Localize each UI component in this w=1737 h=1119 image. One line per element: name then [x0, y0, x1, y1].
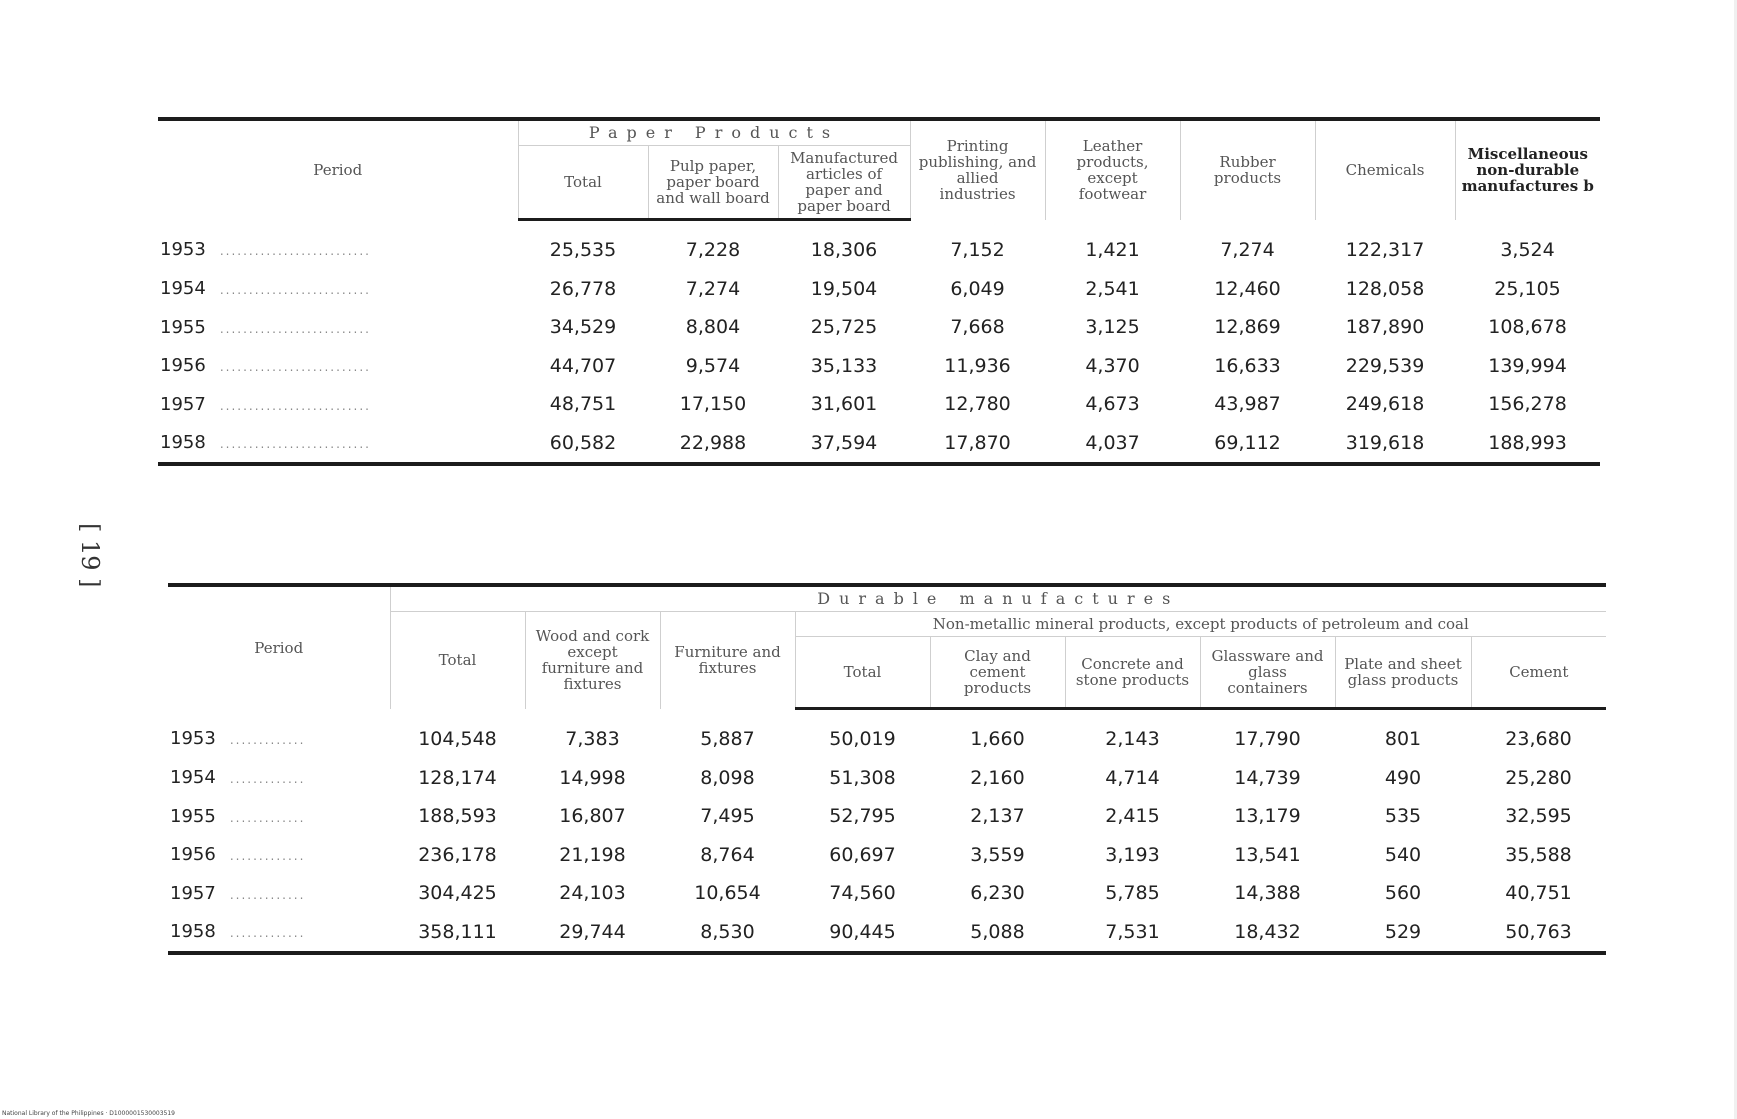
value-cell: 25,535 [549, 239, 617, 262]
period-cell [168, 913, 390, 952]
page-number: [ 19 ] [76, 523, 104, 588]
value-cell: 34,529 [549, 316, 617, 339]
value-cell: 25,725 [810, 316, 878, 339]
leader-dots: .......................... [219, 398, 371, 413]
value-cell: 540 [1384, 843, 1422, 866]
value-cell: 23,680 [1505, 728, 1572, 751]
value-cell: 24,103 [559, 882, 626, 905]
value-cell: 9,574 [685, 354, 741, 377]
value-cell: 2,541 [1085, 277, 1140, 300]
value-cell: 8,804 [685, 316, 741, 339]
value-cell: 7,531 [1105, 920, 1160, 943]
period-value: 1955 [160, 316, 206, 338]
nonmetallic-total-header: Total [795, 637, 930, 709]
period-cell [168, 874, 390, 913]
value-cell: 187,890 [1345, 316, 1425, 339]
value-cell: 32,595 [1505, 805, 1572, 828]
durable-table-body [168, 709, 1606, 952]
leader-dots: ............. [229, 772, 306, 787]
value-cell: 358,111 [418, 920, 497, 943]
value-cell: 21,198 [559, 843, 626, 866]
value-cell: 108,678 [1488, 316, 1567, 339]
value-cell: 188,593 [418, 805, 497, 828]
value-cell: 13,541 [1234, 843, 1301, 866]
value-cell: 18,306 [810, 239, 878, 262]
table-row [158, 270, 1600, 309]
period-cell [158, 424, 518, 463]
value-cell: 60,582 [549, 431, 617, 454]
value-cell: 18,432 [1234, 920, 1301, 943]
table-row [158, 220, 1600, 270]
table-row [168, 797, 1606, 836]
period-cell [158, 270, 518, 309]
period-header: Period [254, 638, 304, 657]
rubber-header: Rubber products [1180, 121, 1315, 220]
value-cell: 90,445 [829, 920, 896, 943]
wood-header: Wood and cork except furniture and fixtures [525, 612, 660, 709]
period-cell [158, 385, 518, 424]
value-cell: 2,137 [970, 805, 1025, 828]
value-cell: 7,228 [685, 239, 741, 262]
printing-header: Printing publishing, and allied industries [910, 121, 1045, 220]
value-cell: 8,764 [700, 843, 755, 866]
value-cell: 4,714 [1105, 766, 1160, 789]
value-cell: 10,654 [694, 882, 761, 905]
table-row [158, 308, 1600, 347]
period-value: 1954 [160, 278, 206, 300]
value-cell: 560 [1384, 882, 1422, 905]
value-cell: 5,785 [1105, 882, 1160, 905]
value-cell: 69,112 [1214, 431, 1281, 454]
period-value: 1958 [170, 921, 216, 943]
value-cell: 12,869 [1214, 316, 1281, 339]
value-cell: 40,751 [1505, 882, 1572, 905]
furniture-header: Furniture and fixtures [660, 612, 795, 709]
value-cell: 35,588 [1505, 843, 1572, 866]
clay-header: Clay and cement products [930, 637, 1065, 709]
value-cell: 122,317 [1345, 238, 1425, 261]
value-cell: 17,870 [944, 431, 1011, 454]
value-cell: 128,174 [418, 766, 497, 789]
value-cell: 2,415 [1105, 805, 1160, 828]
table-row [168, 759, 1606, 798]
value-cell: 35,133 [810, 354, 878, 377]
durable-total-header: Total [390, 612, 525, 709]
period-cell [168, 709, 390, 759]
nonmetallic-header: Non-metallic mineral products, except products of petroleum and coal [795, 612, 1606, 637]
table-row [158, 385, 1600, 424]
table-row [158, 424, 1600, 463]
value-cell: 4,370 [1085, 354, 1140, 377]
value-cell: 7,383 [565, 727, 620, 750]
leader-dots: ............. [229, 849, 306, 864]
value-cell: 22,988 [679, 431, 747, 454]
period-cell [158, 220, 518, 270]
value-cell: 7,668 [950, 316, 1005, 339]
value-cell: 7,274 [1220, 238, 1275, 261]
value-cell: 52,795 [829, 805, 896, 828]
value-cell: 128,058 [1345, 277, 1425, 300]
leather-header: Leather products, except footwear [1045, 121, 1180, 220]
value-cell: 43,987 [1214, 393, 1281, 416]
value-cell: 50,019 [829, 728, 896, 751]
plate-glass-header: Plate and sheet glass products [1335, 637, 1471, 709]
chemicals-header: Chemicals [1315, 121, 1455, 220]
period-value: 1955 [170, 805, 216, 827]
value-cell: 529 [1384, 920, 1422, 943]
durable-manufactures-header: Durable manufactures [390, 587, 1606, 612]
table-row [168, 836, 1606, 875]
period-value: 1953 [170, 728, 216, 749]
value-cell: 304,425 [418, 882, 497, 905]
leader-dots: ............. [229, 810, 306, 825]
value-cell: 8,530 [700, 920, 755, 943]
cement-header: Cement [1471, 637, 1606, 709]
leader-dots: .......................... [219, 283, 371, 298]
leader-dots: .......................... [219, 437, 371, 452]
value-cell: 74,560 [829, 882, 896, 905]
leader-dots: ............. [229, 887, 306, 902]
table-row [168, 709, 1606, 759]
footer-credit: National Library of the Philippines · D1000001530003519 [2, 1110, 175, 1117]
value-cell: 44,707 [549, 354, 617, 377]
value-cell: 319,618 [1345, 431, 1425, 454]
value-cell: 7,152 [950, 238, 1005, 261]
value-cell: 236,178 [418, 843, 497, 866]
value-cell: 17,150 [679, 393, 747, 416]
value-cell: 188,993 [1488, 431, 1567, 454]
glassware-header: Glassware and glass containers [1200, 637, 1335, 709]
period-value: 1954 [170, 767, 216, 789]
value-cell: 19,504 [810, 277, 878, 300]
value-cell: 2,143 [1105, 728, 1160, 751]
value-cell: 3,193 [1105, 843, 1160, 866]
period-cell [158, 308, 518, 347]
period-value: 1958 [160, 432, 206, 454]
value-cell: 14,388 [1234, 882, 1301, 905]
value-cell: 6,049 [950, 277, 1005, 300]
value-cell: 3,524 [1500, 238, 1555, 261]
leader-dots: .......................... [219, 360, 371, 375]
pulp-paper-header: Pulp paper, paper board and wall board [648, 146, 778, 220]
leader-dots: .......................... [219, 321, 371, 336]
value-cell: 6,230 [970, 882, 1025, 905]
value-cell: 2,160 [970, 766, 1025, 789]
value-cell: 12,460 [1214, 277, 1281, 300]
period-value: 1953 [160, 239, 206, 260]
value-cell: 8,098 [700, 766, 755, 789]
durable-table [168, 583, 1606, 955]
value-cell: 50,763 [1505, 920, 1572, 943]
value-cell: 16,633 [1214, 354, 1281, 377]
value-cell: 17,790 [1234, 728, 1301, 751]
value-cell: 25,105 [1494, 277, 1561, 300]
value-cell: 3,559 [970, 843, 1025, 866]
period-cell [168, 836, 390, 875]
period-cell [168, 797, 390, 836]
value-cell: 37,594 [810, 431, 878, 454]
value-cell: 139,994 [1488, 354, 1567, 377]
value-cell: 51,308 [829, 766, 896, 789]
leader-dots: .......................... [219, 244, 371, 258]
paper-products-header: Paper Products [518, 121, 910, 146]
value-cell: 14,998 [559, 766, 626, 789]
value-cell: 1,421 [1085, 238, 1140, 261]
value-cell: 25,280 [1505, 766, 1572, 789]
period-value: 1956 [170, 844, 216, 866]
value-cell: 31,601 [810, 393, 878, 416]
value-cell: 11,936 [944, 354, 1011, 377]
value-cell: 7,274 [685, 277, 741, 300]
leader-dots: ............. [229, 733, 306, 747]
value-cell: 249,618 [1345, 393, 1425, 416]
value-cell: 156,278 [1488, 393, 1567, 416]
value-cell: 4,673 [1085, 393, 1140, 416]
period-value: 1957 [170, 882, 216, 904]
table-row [168, 874, 1606, 913]
non-durable-table-body [158, 220, 1600, 463]
period-cell [158, 347, 518, 386]
manufactured-articles-header: Manufactured articles of paper and paper board [778, 146, 910, 220]
value-cell: 5,088 [970, 920, 1025, 943]
value-cell: 535 [1384, 805, 1422, 828]
misc-header: Miscellaneous non-durable manufactures b [1455, 121, 1600, 220]
value-cell: 229,539 [1345, 354, 1425, 377]
value-cell: 7,495 [700, 805, 755, 828]
period-cell [168, 759, 390, 798]
value-cell: 26,778 [549, 277, 617, 300]
value-cell: 12,780 [944, 393, 1011, 416]
value-cell: 5,887 [700, 727, 755, 750]
concrete-header: Concrete and stone products [1065, 637, 1200, 709]
period-value: 1956 [160, 355, 206, 377]
period-header: Period [313, 161, 363, 180]
value-cell: 14,739 [1234, 766, 1301, 789]
value-cell: 490 [1384, 766, 1422, 789]
paper-total-header: Total [518, 146, 648, 220]
value-cell: 29,744 [559, 920, 626, 943]
non-durable-table [158, 117, 1600, 466]
value-cell: 60,697 [829, 843, 896, 866]
value-cell: 104,548 [418, 727, 497, 750]
leader-dots: ............. [229, 926, 306, 941]
period-value: 1957 [160, 393, 206, 415]
value-cell: 48,751 [549, 393, 617, 416]
value-cell: 16,807 [559, 805, 626, 828]
table-row [168, 913, 1606, 952]
table-row [158, 347, 1600, 386]
value-cell: 4,037 [1085, 431, 1140, 454]
value-cell: 3,125 [1085, 316, 1140, 339]
value-cell: 1,660 [970, 728, 1025, 751]
value-cell: 801 [1384, 728, 1422, 751]
value-cell: 13,179 [1234, 805, 1301, 828]
